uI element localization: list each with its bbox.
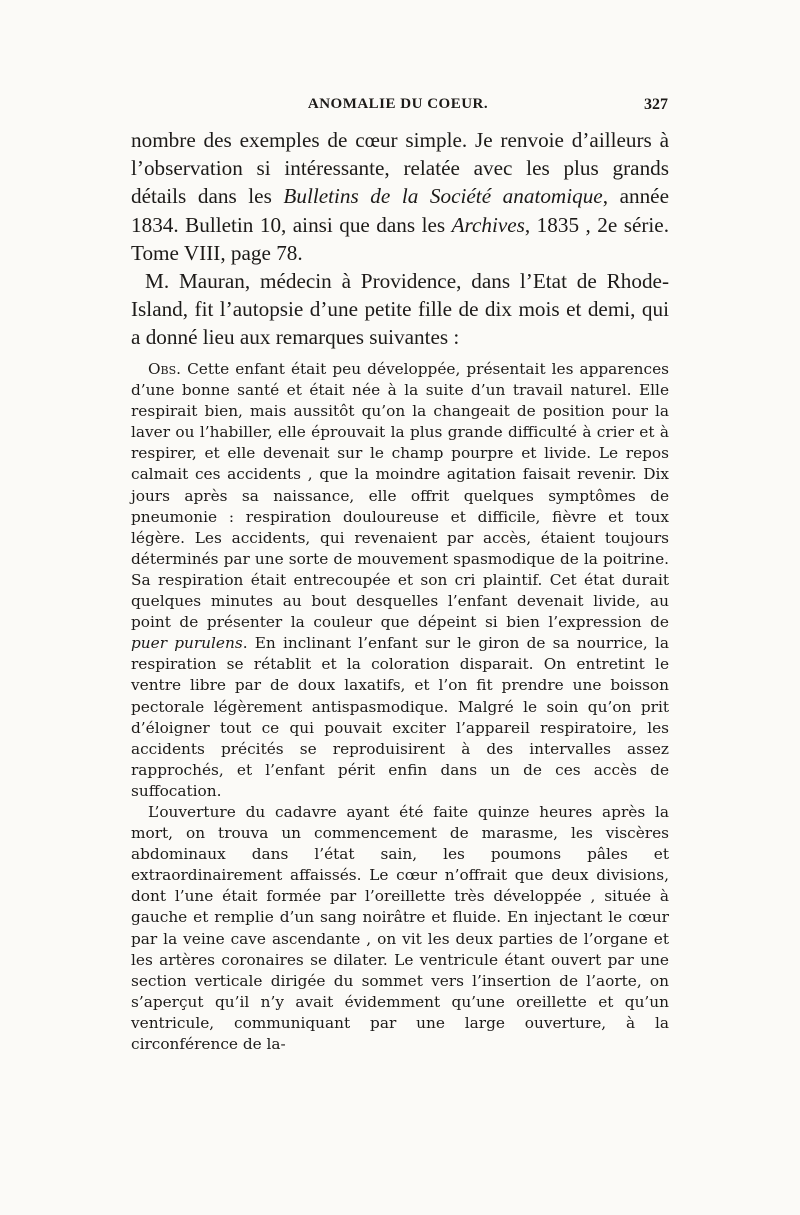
intro-p1-italic-bulletins: Bulletins de la Société anatomique: [283, 184, 603, 209]
intro-paragraph-1: [131, 126, 669, 267]
intro-p1-text-2: , année 1834. Bulletin 10, ainsi que dans les: [131, 184, 669, 237]
observation-p1-italic: puer purulens: [131, 634, 243, 653]
intro-p1-text-3: , 1835 , 2e série. Tome VIII, page 78.: [131, 212, 669, 265]
observation-paragraph-1: [131, 359, 669, 802]
observation-block: [131, 359, 669, 1055]
observation-p1-text-2: . En inclinant l’enfant sur le giron de sa nourrice, la respiration se rétablit et la coloration disparait. On entretint le ventre libre par de doux laxatifs, et l’on fit prendre une boisson pectorale légèrement antispasmodique. Malgré le soin qu’on prit d’éloigner tout ce qui pouvait exciter l’appareil respiratoire, les accidents précités se reproduisirent à des intervalles assez rapprochés, et l’enfant périt enfin dans un de ces accès de suffocation.: [131, 634, 669, 800]
page-number: 327: [644, 96, 668, 113]
observation-paragraph-2: L’ouverture du cadavre ayant été faite quinze heures après la mort, on trouva un commencement de marasme, les viscères abdominaux dans l’état sain, les poumons pâles et extraordinairement affaissés. Le cœur n’offrait que deux divisions, dont l’une était formée par l’oreillette très développée , située à gauche et remplie d’un sang noirâtre et fluide. En injectant le cœur par la veine cave ascendante , on vit les deux parties de l’organe et les artères coronaires se dilater. Le ventricule étant ouvert par une section verticale dirigée du sommet vers l’insertion de l’aorte, on s’aperçut qu’il n’y avait évidemment qu’une oreillette et qu’un ventricule, communiquant par une large ouverture, à la circonférence de la-: [131, 802, 669, 1053]
intro-text: [131, 126, 669, 352]
running-header: [128, 96, 668, 120]
running-title: ANOMALIE DU COEUR.: [307, 96, 489, 112]
observation-p1-text-1: Cette enfant était peu développée, présentait les apparences d’une bonne santé et était née à la suite d’un travail naturel. Elle respirait bien, mais aussitôt qu’on la changeait de position pour la laver ou l’habiller, elle éprouvait la plus grande difficulté à crier et à respirer, et elle devenait sur le champ pourpre et livide. Le repos calmait ces accidents , que la moindre agitation faisait revenir. Dix jours après sa naissance, elle offrit quelques symptômes de pneumonie : respiration douloureuse et difficile, fièvre et toux légère. Les accidents, qui revenaient par accès, étaient toujours déterminés par une sorte de mouvement spasmodique de la poitrine. Sa respiration était entrecoupée et son cri plaintif. Cet état durait quelques minutes au bout desquelles l’enfant devenait livide, au point de présenter la couleur que dépeint si bien l’expression de: [131, 360, 669, 632]
intro-p1-text-1: nombre des exemples de cœur simple. Je renvoie d’ailleurs à l’observation si intéressante, relatée avec les plus grands détails dans les: [131, 128, 669, 209]
intro-paragraph-2: M. Mauran, médecin à Providence, dans l’Etat de Rhode-Island, fit l’autopsie d’une petite fille de dix mois et demi, qui a donné lieu aux remarques suivantes :: [131, 269, 669, 350]
intro-p1-italic-archives: Archives: [451, 212, 525, 237]
observation-label: Obs.: [148, 360, 182, 378]
